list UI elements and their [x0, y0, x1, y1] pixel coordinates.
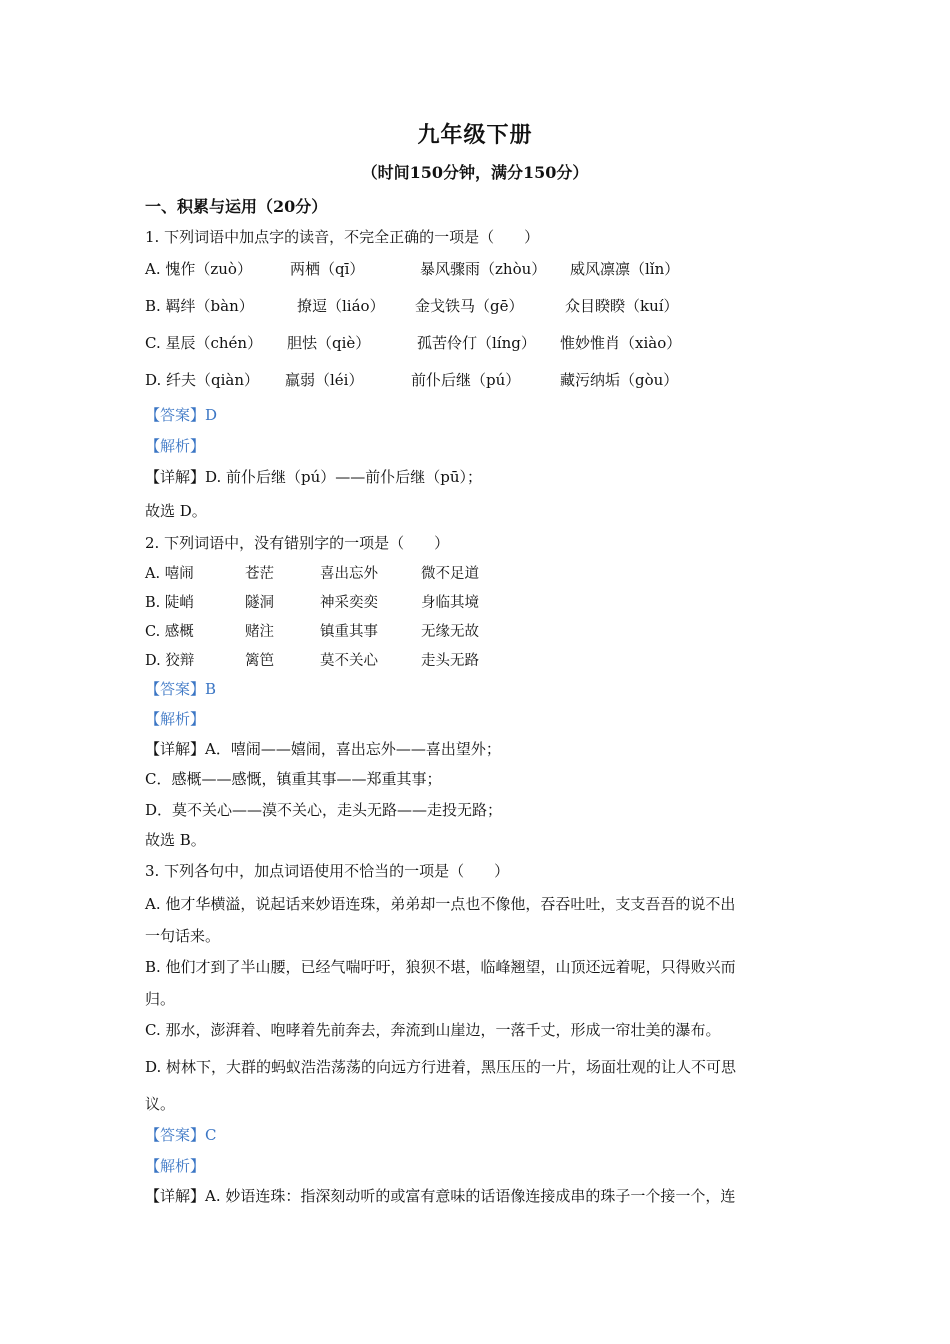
q1-analysis-label: 【解析】 [145, 437, 206, 455]
q2-d-item: 篱笆 [245, 653, 274, 669]
q2-b-item: B. 陡峭 [145, 595, 194, 611]
q2-stem: 2. 下列词语中，没有错别字的一项是（ ） [145, 534, 450, 552]
page-subtitle: （时间150分钟，满分150分） [361, 163, 589, 182]
q1-d-item: 羸弱（léi） [285, 371, 364, 389]
q1-detail: 【详解】D. 前仆后继（pú）——前仆后继（pū）； [145, 468, 483, 486]
q1-conclusion: 故选 D。 [145, 502, 207, 520]
q1-b-item: 金戈铁马（gē） [415, 297, 524, 315]
q2-b-item: 神采奕奕 [320, 595, 378, 611]
q1-c-item: C. 星辰（chén） [145, 334, 263, 352]
q2-d-item: 莫不关心 [320, 653, 378, 669]
q3-option-a-line1: A. 他才华横溢，说起话来妙语连珠，弟弟却一点也不像他，吞吞吐吐，支支吾吾的说不出 [145, 895, 736, 913]
q1-c-item: 孤苦伶仃（líng） [417, 334, 536, 352]
q1-a-item: 两栖（qī） [290, 260, 365, 278]
q1-d-item: 藏污纳垢（gòu） [560, 371, 679, 389]
q1-stem: 1. 下列词语中加点字的读音，不完全正确的一项是（ ） [145, 228, 540, 246]
q1-d-item: D. 纤夫（qiàn） [145, 371, 260, 389]
q2-c-item: 无缘无故 [421, 624, 479, 640]
q2-a-item: 喜出忘外 [320, 566, 378, 582]
q1-b-item: 众目睽睽（kuí） [565, 297, 679, 315]
q2-b-item: 身临其境 [421, 595, 479, 611]
q2-c-item: 镇重其事 [320, 624, 378, 640]
q1-c-item: 惟妙惟肖（xiào） [560, 334, 682, 352]
q2-detail-3: D．莫不关心——漠不关心，走头无路——走投无路； [145, 801, 503, 819]
q2-a-item: 苍茫 [245, 566, 274, 582]
page-title: 九年级下册 [417, 122, 533, 148]
q3-option-a-line2: 一句话来。 [145, 927, 221, 945]
q2-c-item: C. 感概 [145, 624, 194, 640]
q2-analysis-label: 【解析】 [145, 710, 206, 728]
q2-c-item: 赌注 [245, 624, 274, 640]
q2-detail-1: 【详解】A．嘻闹——嬉闹，喜出忘外——喜出望外； [145, 740, 501, 758]
q3-option-c: C. 那水，澎湃着、咆哮着先前奔去，奔流到山崖边，一落千丈，形成一帘壮美的瀑布。 [145, 1021, 721, 1039]
q3-option-d-line2: 议。 [145, 1095, 176, 1113]
q3-stem: 3. 下列各句中，加点词语使用不恰当的一项是（ ） [145, 862, 510, 880]
section-heading: 一、积累与运用（20分） [145, 197, 328, 216]
q3-option-b-line1: B. 他们才到了半山腰，已经气喘吁吁，狼狈不堪，临峰翘望，山顶还远着呢，只得败兴而 [145, 958, 736, 976]
q1-a-item: 威风凛凛（lǐn） [570, 260, 680, 278]
q1-answer: 【答案】D [145, 406, 218, 424]
q2-b-item: 隧洞 [245, 595, 274, 611]
q1-b-item: B. 羁绊（bàn） [145, 297, 254, 315]
q2-answer: 【答案】B [145, 680, 217, 698]
q1-b-item: 撩逗（liáo） [297, 297, 385, 315]
q1-a-item: A. 愧作（zuò） [145, 260, 252, 278]
q3-answer: 【答案】C [145, 1126, 217, 1144]
q2-detail-2: C．感概——感慨，镇重其事——郑重其事； [145, 770, 442, 788]
q2-a-item: A. 嘻闹 [145, 566, 194, 582]
q3-analysis-label: 【解析】 [145, 1157, 206, 1175]
q2-a-item: 微不足道 [421, 566, 479, 582]
q1-c-item: 胆怯（qiè） [287, 334, 371, 352]
q1-a-item: 暴风骤雨（zhòu） [420, 260, 547, 278]
q1-d-item: 前仆后继（pú） [411, 371, 521, 389]
q2-d-item: 走头无路 [421, 653, 479, 669]
q2-conclusion: 故选 B。 [145, 831, 206, 849]
q3-option-b-line2: 归。 [145, 990, 176, 1008]
q3-detail: 【详解】A. 妙语连珠：指深刻动听的或富有意味的话语像连接成串的珠子一个接一个，连 [145, 1187, 736, 1205]
q2-d-item: D. 狡辩 [145, 653, 195, 669]
q3-option-d-line1: D. 树林下，大群的蚂蚁浩浩荡荡的向远方行进着，黑压压的一片，场面壮观的让人不可思 [145, 1058, 737, 1076]
